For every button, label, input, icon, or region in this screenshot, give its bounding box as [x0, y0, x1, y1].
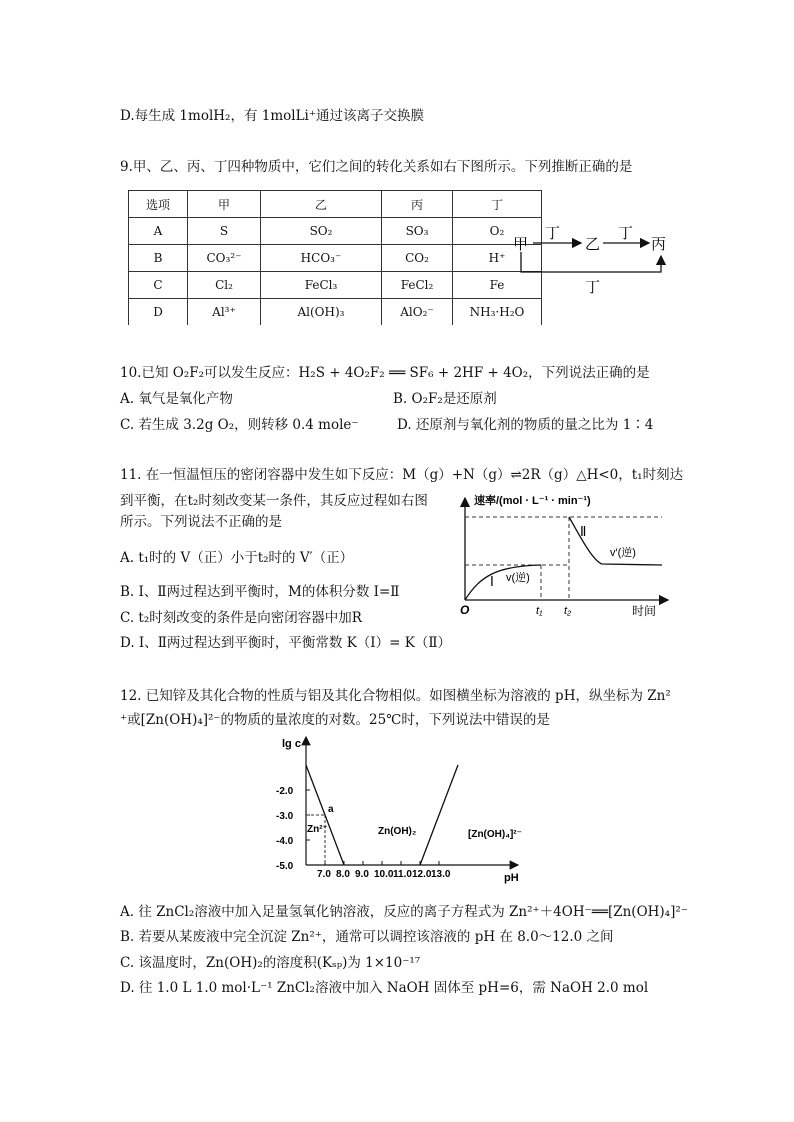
chart-point-a-label: a	[328, 804, 334, 815]
table-cell: Al(OH)₃	[261, 299, 382, 326]
q11-rate-time-graph	[452, 488, 674, 618]
table-cell: C	[129, 272, 188, 299]
chart-region-zn2: Zn²⁺	[307, 824, 328, 835]
q9-options-table	[128, 190, 542, 325]
q11-option-a: A. t₁时的 V（正）小于t₂时的 V′（正）	[120, 550, 354, 566]
q11-option-c: C. t₂时刻改变的条件是向密闭容器中加R	[120, 610, 362, 626]
table-cell: Fe	[453, 272, 542, 299]
y-tick-label: -4.0	[276, 836, 294, 847]
table-cell: Al³⁺	[188, 299, 261, 326]
x-tick-label: 7.0	[317, 869, 331, 880]
table-cell: D	[129, 299, 188, 326]
x-tick-label: 8.0	[336, 869, 350, 880]
diagram-node-jia: 甲	[513, 236, 529, 253]
prev-option-d: D.每生成 1molH₂，有 1molLi⁺通过该离子交换膜	[120, 108, 424, 124]
table-cell: CO₃²⁻	[188, 245, 261, 272]
y-tick-label: -3.0	[276, 811, 294, 822]
x-tick-label: 13.0	[431, 869, 451, 880]
q10-option-b: B. O₂F₂是还原剂	[393, 391, 497, 407]
arrow-jia-bing	[521, 252, 661, 272]
table-cell: S	[188, 218, 261, 245]
table-cell: SO₂	[261, 218, 382, 245]
diagram-label-ding-1: 丁	[545, 225, 561, 242]
table-header-cell: 丁	[453, 191, 542, 218]
table-cell: Cl₂	[188, 272, 261, 299]
x-tick-label: 10.0	[374, 869, 394, 880]
table-row	[129, 218, 542, 245]
q9-stem: 9.甲、乙、丙、丁四种物质中，它们之间的转化关系如右下图所示。下列推断正确的是	[120, 159, 633, 175]
table-cell: A	[129, 218, 188, 245]
q12-option-c: C. 该温度时，Zn(OH)₂的溶度积(Kₛₚ)为 1×10⁻¹⁷	[120, 955, 421, 971]
q12-option-b: B. 若要从某废液中完全沉淀 Zn²⁺，通常可以调控该溶液的 pH 在 8.0～12.0 之间	[120, 929, 614, 945]
chart-region-znoh2: Zn(OH)₂	[378, 826, 417, 837]
q10-stem: 10.已知 O₂F₂可以发生反应：H₂S + 4O₂F₂ ══ SF₆ + 2HF + 4O₂，下列说法正确的是	[120, 365, 650, 381]
graph-t1-label: t₁	[536, 605, 543, 617]
table-cell: SO₃	[382, 218, 453, 245]
table-cell: AlO₂⁻	[382, 299, 453, 326]
q11-stem-line1: 11. 在一恒温恒压的密闭容器中发生如下反应：M（g）+N（g）⇌2R（g）△H<0，t₁时刻达	[120, 467, 684, 483]
q11-stem-line3: 所示。下列说法不正确的是	[120, 514, 282, 530]
q12-stem-line1: 12. 已知锌及其化合物的性质与铝及其化合物相似。如图横坐标为溶液的 pH，纵坐标为 Zn²	[120, 688, 671, 704]
q12-option-d: D. 往 1.0 L 1.0 mol·L⁻¹ ZnCl₂溶液中加入 NaOH 固体至 pH=6，需 NaOH 2.0 mol	[120, 980, 649, 996]
table-header-cell: 丙	[382, 191, 453, 218]
graph-y-label: 速率/(mol · L⁻¹ · min⁻¹)	[474, 495, 591, 507]
graph-label-v-prime: v′(逆)	[610, 547, 636, 559]
q10-option-d: D. 还原剂与氧化剂的物质的量之比为 1∶4	[397, 417, 654, 433]
table-cell: O₂	[453, 218, 542, 245]
table-cell: FeCl₃	[261, 272, 382, 299]
diagram-label-ding-2: 丁	[618, 225, 634, 242]
table-cell: B	[129, 245, 188, 272]
q11-option-d: D. Ⅰ、Ⅱ两过程达到平衡时，平衡常数 K（Ⅰ）= K（Ⅱ）	[120, 635, 452, 651]
q11-stem-line2: 到平衡，在t₂时刻改变某一条件，其反应过程如右图	[120, 493, 428, 509]
graph-label-v: v(逆)	[506, 572, 530, 584]
table-header-cell: 甲	[188, 191, 261, 218]
q10-option-c: C. 若生成 3.2g O₂，则转移 0.4 mole⁻	[120, 417, 359, 433]
graph-label-II: Ⅱ	[580, 524, 587, 539]
table-header-row	[129, 191, 542, 218]
diagram-node-yi: 乙	[585, 236, 601, 253]
table-cell: CO₂	[382, 245, 453, 272]
chart-x-label: pH	[504, 872, 519, 884]
table-header-cell: 乙	[261, 191, 382, 218]
q10-option-a: A. 氧气是氧化产物	[120, 391, 233, 407]
table-cell: NH₃·H₂O	[453, 299, 542, 326]
diagram-node-bing: 丙	[651, 236, 667, 253]
series-line-znoh4	[420, 765, 458, 865]
y-tick-label: -2.0	[276, 786, 294, 797]
x-tick-label: 11.0	[393, 869, 412, 880]
x-tick-label: 12.0	[412, 869, 432, 880]
q12-stem-line2: ⁺或[Zn(OH)₄]²⁻的物质的量浓度的对数。25℃时，下列说法中错误的是	[120, 712, 550, 728]
q12-lgc-ph-chart	[268, 733, 530, 888]
graph-t2-label: t₂	[564, 605, 572, 617]
table-cell: H⁺	[453, 245, 542, 272]
table-cell: FeCl₂	[382, 272, 453, 299]
graph-origin: O	[460, 603, 470, 617]
q9-conversion-diagram	[505, 222, 680, 294]
graph-label-I: Ⅰ	[490, 574, 494, 589]
table-row	[129, 272, 542, 299]
table-row	[129, 245, 542, 272]
table-cell: HCO₃⁻	[261, 245, 382, 272]
chart-region-znoh4: [Zn(OH)₄]²⁻	[468, 829, 522, 840]
q12-option-a: A. 往 ZnCl₂溶液中加入足量氢氧化钠溶液，反应的离子方程式为 Zn²⁺＋4OH⁻══[Zn(OH)₄]²⁻	[120, 904, 688, 920]
table-row	[129, 299, 542, 326]
x-tick-label: 9.0	[355, 869, 369, 880]
y-tick-label: -5.0	[276, 861, 294, 872]
table-header-cell: 选项	[129, 191, 188, 218]
chart-y-label: lg c	[282, 738, 301, 750]
q11-option-b: B. Ⅰ、Ⅱ两过程达到平衡时，M的体积分数 Ⅰ=Ⅱ	[120, 584, 400, 600]
graph-x-label: 时间	[632, 604, 657, 618]
diagram-label-ding-3: 丁	[585, 279, 601, 294]
